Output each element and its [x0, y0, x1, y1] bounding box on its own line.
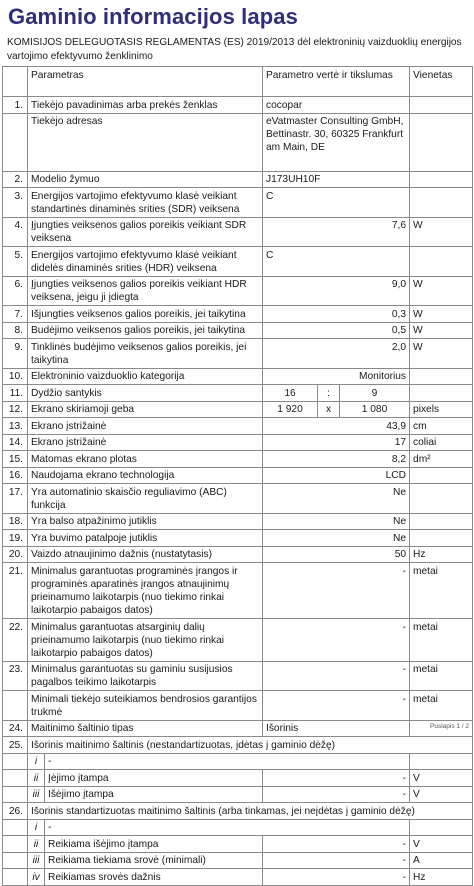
row-value: -	[263, 661, 410, 691]
row-number: 11.	[3, 385, 28, 402]
table-row	[3, 691, 473, 721]
sub-roman: i	[28, 753, 45, 770]
header-parameter: Parametras	[28, 67, 263, 97]
row-number: 21.	[3, 563, 28, 619]
row-unit: metai	[410, 563, 473, 619]
row-value: 7,6	[263, 217, 410, 247]
row-label: Matomas ekrano plotas	[28, 451, 263, 468]
sub-unit	[410, 753, 473, 770]
table-subrow	[3, 852, 473, 869]
row-label: Minimalus garantuotas programinės įrangos ir programinės aparatinės įrangos atnaujinimų prieinamumo laikotarpis (nuo tiekimo rinkai laikotarpio pabaigos datos)	[28, 563, 263, 619]
row-value: cocopar	[263, 97, 410, 114]
row-unit: W	[410, 276, 473, 306]
row-label: Išorinis standartizuotas maitinimo šaltinis (arba tinkamas, jei neįdėtas į gaminio dėžę)	[28, 803, 473, 820]
table-row	[3, 418, 473, 435]
row-number: 22.	[3, 619, 28, 662]
row-value: LCD	[263, 467, 410, 484]
sub-roman: iii	[28, 786, 45, 803]
row-label: Minimalus garantuotas atsarginių dalių prieinamumo laikotarpis (nuo tiekimo rinkai laikotarpio pabaigos datos)	[28, 619, 263, 662]
row-unit: cm	[410, 418, 473, 435]
table-row	[3, 339, 473, 369]
row-label: Išorinis maitinimo šaltinis (nestandartizuotas, įdėtas į gaminio dėžę)	[28, 737, 473, 754]
table-subrow	[3, 819, 473, 836]
row-unit: W	[410, 322, 473, 339]
row-label: Energijos vartojimo efektyvumo klasė veikiant standartinės dinaminės srities (SDR) veiksena	[28, 188, 263, 218]
row-number	[3, 691, 28, 721]
sub-unit: Hz	[410, 869, 473, 886]
row-label: Ekrano įstrižainė	[28, 434, 263, 451]
row-unit: metai	[410, 661, 473, 691]
row-value: C	[263, 247, 410, 277]
table-row	[3, 661, 473, 691]
table-subrow	[3, 753, 473, 770]
table-row	[3, 171, 473, 188]
row-value: -	[263, 691, 410, 721]
table-row	[3, 368, 473, 385]
table-row	[3, 188, 473, 218]
parameters-table	[2, 66, 473, 886]
row-value: 0,3	[263, 306, 410, 323]
row-unit	[410, 171, 473, 188]
row-number	[3, 819, 28, 836]
sub-label: Reikiama tiekiama srovė (minimali)	[45, 852, 263, 869]
row-value-1: 1 920	[263, 401, 318, 418]
table-row	[3, 720, 473, 737]
row-unit	[410, 385, 473, 402]
sub-unit	[410, 819, 473, 836]
row-label: Yra balso atpažinimo jutiklis	[28, 513, 263, 530]
table-subrow	[3, 786, 473, 803]
sub-label: Reikiamas srovės dažnis	[45, 869, 263, 886]
table-row	[3, 247, 473, 277]
row-label: Įjungties veiksenos galios poreikis veikiant HDR veiksena, jeigu ji įdiegta	[28, 276, 263, 306]
row-number: 9.	[3, 339, 28, 369]
row-number: 24.	[3, 720, 28, 737]
row-value-separator: :	[318, 385, 340, 402]
table-row	[3, 451, 473, 468]
row-unit: W	[410, 339, 473, 369]
row-label: Ekrano įstrižainė	[28, 418, 263, 435]
row-value: 43,9	[263, 418, 410, 435]
row-number: 3.	[3, 188, 28, 218]
row-label: Energijos vartojimo efektyvumo klasė veikiant didelės dinaminės srities (HDR) veiksena	[28, 247, 263, 277]
row-number: 13.	[3, 418, 28, 435]
row-value: -	[263, 563, 410, 619]
row-number	[3, 852, 28, 869]
row-unit: coliai	[410, 434, 473, 451]
sub-label: Išėjimo įtampa	[45, 786, 263, 803]
sub-value: -	[263, 852, 410, 869]
header-unit: Vienetas	[410, 67, 473, 97]
header-num	[3, 67, 28, 97]
sub-roman: ii	[28, 836, 45, 853]
table-row	[3, 530, 473, 547]
header-value: Parametro vertė ir tikslumas	[263, 67, 410, 97]
row-unit: W	[410, 306, 473, 323]
sub-value: -	[263, 869, 410, 886]
table-row	[3, 276, 473, 306]
sub-roman: ii	[28, 770, 45, 787]
table-row	[3, 803, 473, 820]
row-label: Išjungties veiksenos galios poreikis, jei taikytina	[28, 306, 263, 323]
row-number: 8.	[3, 322, 28, 339]
row-label: Yra automatinio skaisčio reguliavimo (ABC) funkcija	[28, 484, 263, 514]
sub-label: -	[45, 819, 410, 836]
row-label: Maitinimo šaltinio tipas	[28, 720, 263, 737]
row-number: 2.	[3, 171, 28, 188]
row-unit	[410, 247, 473, 277]
row-label: Modelio žymuo	[28, 171, 263, 188]
row-number	[3, 786, 28, 803]
row-label: Minimali tiekėjo suteikiamos bendrosios garantijos trukmė	[28, 691, 263, 721]
row-number: 23.	[3, 661, 28, 691]
row-value: 8,2	[263, 451, 410, 468]
table-row	[3, 401, 473, 418]
table-row	[3, 619, 473, 662]
row-value-2: 9	[340, 385, 410, 402]
row-number: 12.	[3, 401, 28, 418]
row-value: 2,0	[263, 339, 410, 369]
row-unit: metai	[410, 691, 473, 721]
row-label: Tiekėjo pavadinimas arba prekės ženklas	[28, 97, 263, 114]
table-row	[3, 737, 473, 754]
table-row	[3, 563, 473, 619]
row-number	[3, 836, 28, 853]
row-label: Tinklinės budėjimo veiksenos galios poreikis, jei taikytina	[28, 339, 263, 369]
row-number: 19.	[3, 530, 28, 547]
row-number: 20.	[3, 546, 28, 563]
table-row	[3, 385, 473, 402]
row-value: Išorinis	[263, 720, 410, 737]
row-number: 7.	[3, 306, 28, 323]
row-value: 17	[263, 434, 410, 451]
table-row	[3, 513, 473, 530]
row-label: Ekrano skiriamoji geba	[28, 401, 263, 418]
row-value-2: 1 080	[340, 401, 410, 418]
row-unit	[410, 188, 473, 218]
sub-roman: iv	[28, 869, 45, 886]
row-unit: metai	[410, 619, 473, 662]
table-row	[3, 306, 473, 323]
row-value: Ne	[263, 484, 410, 514]
row-number: 4.	[3, 217, 28, 247]
row-label: Įjungties veiksenos galios poreikis veikiant SDR veiksena	[28, 217, 263, 247]
row-label: Elektroninio vaizduoklio kategorija	[28, 368, 263, 385]
row-number: 1.	[3, 97, 28, 114]
row-number	[3, 869, 28, 886]
row-value: 9,0	[263, 276, 410, 306]
row-label: Naudojama ekrano technologija	[28, 467, 263, 484]
sub-value: -	[263, 786, 410, 803]
sub-value: -	[263, 770, 410, 787]
sub-unit: V	[410, 770, 473, 787]
sub-label: Įėjimo įtampa	[45, 770, 263, 787]
sub-roman: i	[28, 819, 45, 836]
table-row	[3, 322, 473, 339]
row-value: eVatmaster Consulting GmbH, Bettinastr. 30, 60325 Frankfurt am Main, DE	[263, 113, 410, 171]
row-value-1: 16	[263, 385, 318, 402]
table-subrow	[3, 869, 473, 886]
row-value: -	[263, 619, 410, 662]
row-number: 10.	[3, 368, 28, 385]
row-number: 15.	[3, 451, 28, 468]
row-value: Ne	[263, 530, 410, 547]
row-number: 16.	[3, 467, 28, 484]
row-value: Monitorius	[263, 368, 410, 385]
row-number: 14.	[3, 434, 28, 451]
row-label: Tiekėjo adresas	[28, 113, 263, 171]
table-subrow	[3, 770, 473, 787]
row-number: 5.	[3, 247, 28, 277]
table-row	[3, 484, 473, 514]
row-number: 17.	[3, 484, 28, 514]
sub-unit: V	[410, 836, 473, 853]
row-unit	[410, 530, 473, 547]
row-number	[3, 753, 28, 770]
row-value: Ne	[263, 513, 410, 530]
row-unit: pixels	[410, 401, 473, 418]
row-unit: dm²	[410, 451, 473, 468]
row-unit	[410, 368, 473, 385]
page-number: Puslapis 1 / 2	[430, 723, 470, 730]
row-value: 50	[263, 546, 410, 563]
sub-label: -	[45, 753, 410, 770]
table-row	[3, 434, 473, 451]
row-label: Vaizdo atnaujinimo dažnis (nustatytasis)	[28, 546, 263, 563]
row-value-separator: x	[318, 401, 340, 418]
page-title: Gaminio informacijos lapas	[8, 4, 298, 29]
row-number	[3, 770, 28, 787]
sub-label: Reikiama išėjimo įtampa	[45, 836, 263, 853]
row-value: J173UH10F	[263, 171, 410, 188]
row-number: 18.	[3, 513, 28, 530]
sub-roman: iii	[28, 852, 45, 869]
row-label: Budėjimo veiksenos galios poreikis, jei taikytina	[28, 322, 263, 339]
table-header-row	[3, 67, 473, 97]
row-unit	[410, 467, 473, 484]
sub-unit: A	[410, 852, 473, 869]
row-unit	[410, 484, 473, 514]
table-subrow	[3, 836, 473, 853]
row-value: 0,5	[263, 322, 410, 339]
row-unit: Hz	[410, 546, 473, 563]
row-unit: W	[410, 217, 473, 247]
row-label: Yra buvimo patalpoje jutiklis	[28, 530, 263, 547]
row-number	[3, 113, 28, 171]
table-row	[3, 467, 473, 484]
table-row	[3, 546, 473, 563]
table-row	[3, 217, 473, 247]
row-number: 6.	[3, 276, 28, 306]
table-row	[3, 113, 473, 171]
row-label: Dydžio santykis	[28, 385, 263, 402]
row-unit	[410, 97, 473, 114]
regulation-subtitle: KOMISIJOS DELEGUOTASIS REGLAMENTAS (ES) 2019/2013 dėl elektroninių vaizduoklių energijos vartojimo efektyvumo ženklinimo	[7, 37, 462, 62]
sub-unit: V	[410, 786, 473, 803]
sub-value: -	[263, 836, 410, 853]
row-label: Minimalus garantuotas su gaminiu susijusios pagalbos teikimo laikotarpis	[28, 661, 263, 691]
row-number: 26.	[3, 803, 28, 820]
row-unit	[410, 113, 473, 171]
row-value: C	[263, 188, 410, 218]
row-number: 25.	[3, 737, 28, 754]
table-row	[3, 97, 473, 114]
row-unit	[410, 513, 473, 530]
